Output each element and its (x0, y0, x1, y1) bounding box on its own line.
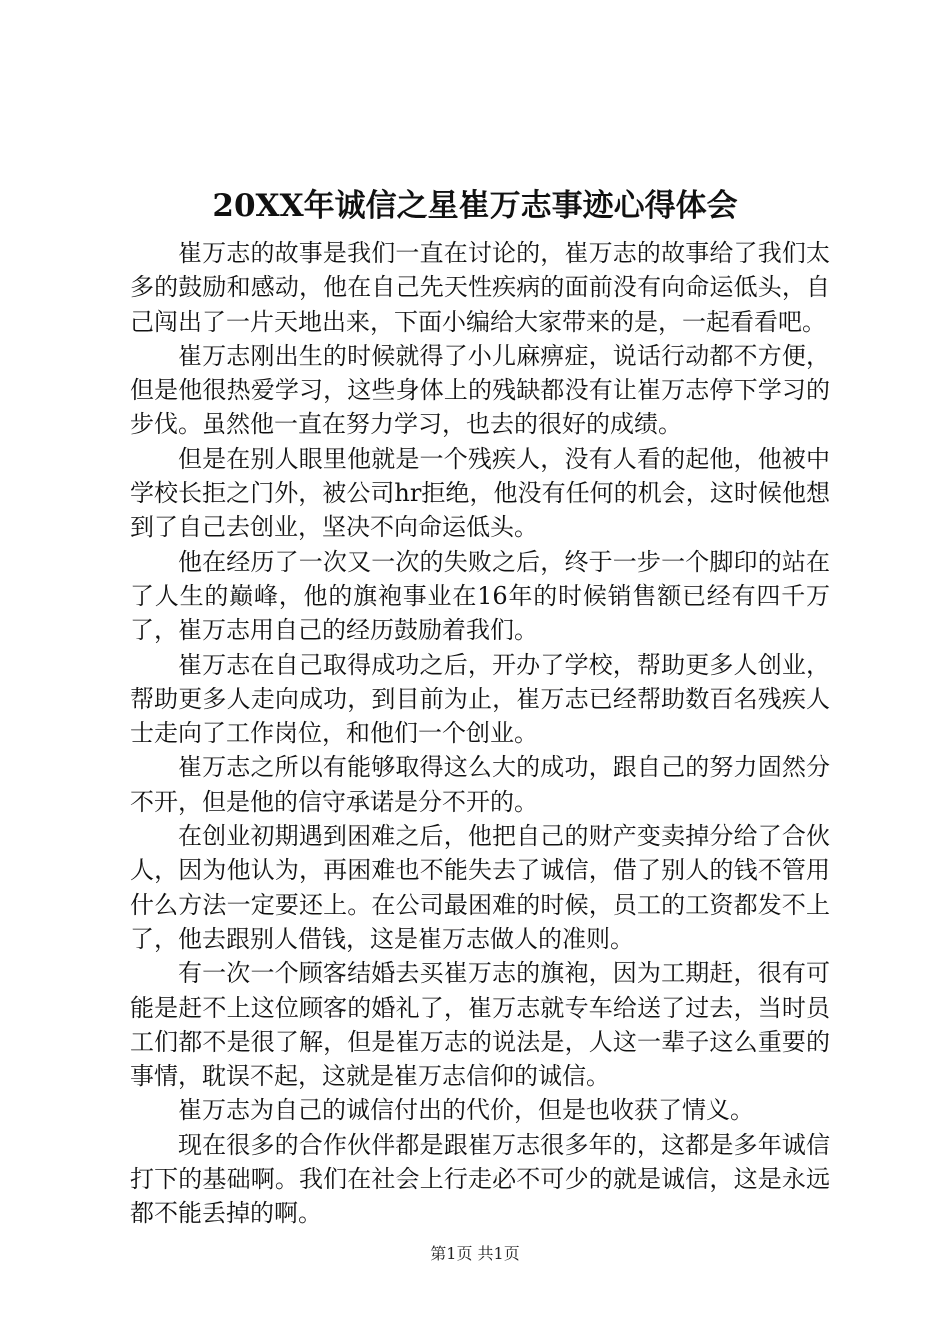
paragraph: 有一次一个顾客结婚去买崔万志的旗袍，因为工期赶，很有可能是赶不上这位顾客的婚礼了，崔万志就专车给送了过去，当时员工们都不是很了解，但是崔万志的说法是，人这一辈子这么重要的事情，耽误不起，这就是崔万志信仰的诚信。 (130, 959, 830, 1091)
paragraph: 他在经历了一次又一次的失败之后，终于一步一个脚印的站在了人生的巅峰，他的旗袍事业在16年的时候销售额已经有四千万了，崔万志用自己的经历鼓励着我们。 (130, 547, 830, 645)
paragraph: 崔万志之所以有能够取得这么大的成功，跟自己的努力固然分不开，但是他的信守承诺是分不开的。 (130, 753, 830, 816)
paragraph: 崔万志为自己的诚信付出的代价，但是也收获了情义。 (178, 1096, 754, 1125)
paragraph: 但是在别人眼里他就是一个残疾人，没有人看的起他，他被中学校长拒之门外，被公司hr拒绝，他没有任何的机会，这时候他想到了自己去创业，坚决不向命运低头。 (130, 444, 830, 542)
paragraph: 在创业初期遇到困难之后，他把自己的财产变卖掉分给了合伙人，因为他认为，再困难也不能失去了诚信，借了别人的钱不管用什么方法一定要还上。在公司最困难的时候，员工的工资都发不上了，他去跟别人借钱，这是崔万志做人的准则。 (130, 822, 830, 953)
paragraph: 现在很多的合作伙伴都是跟崔万志很多年的，这都是多年诚信打下的基础啊。我们在社会上行走必不可少的就是诚信，这是永远都不能丢掉的啊。 (130, 1130, 830, 1228)
page-footer: 第1页 共1页 (430, 1244, 520, 1263)
document-body (130, 236, 830, 1231)
paragraph: 崔万志刚出生的时候就得了小儿麻痹症，说话行动都不方便，但是他很热爱学习，这些身体上的残缺都没有让崔万志停下学习的步伐。虽然他一直在努力学习，也去的很好的成绩。 (130, 341, 830, 439)
paragraph: 崔万志在自己取得成功之后，开办了学校，帮助更多人创业，帮助更多人走向成功，到目前为止，崔万志已经帮助数百名残疾人士走向了工作岗位，和他们一个创业。 (130, 650, 830, 748)
document-title: 20XX年诚信之星崔万志事迹心得体会 (212, 188, 738, 224)
paragraph: 崔万志的故事是我们一直在讨论的，崔万志的故事给了我们太多的鼓励和感动，他在自己先天性疾病的面前没有向命运低头，自己闯出了一片天地出来，下面小编给大家带来的是，一起看看吧。 (130, 239, 830, 336)
